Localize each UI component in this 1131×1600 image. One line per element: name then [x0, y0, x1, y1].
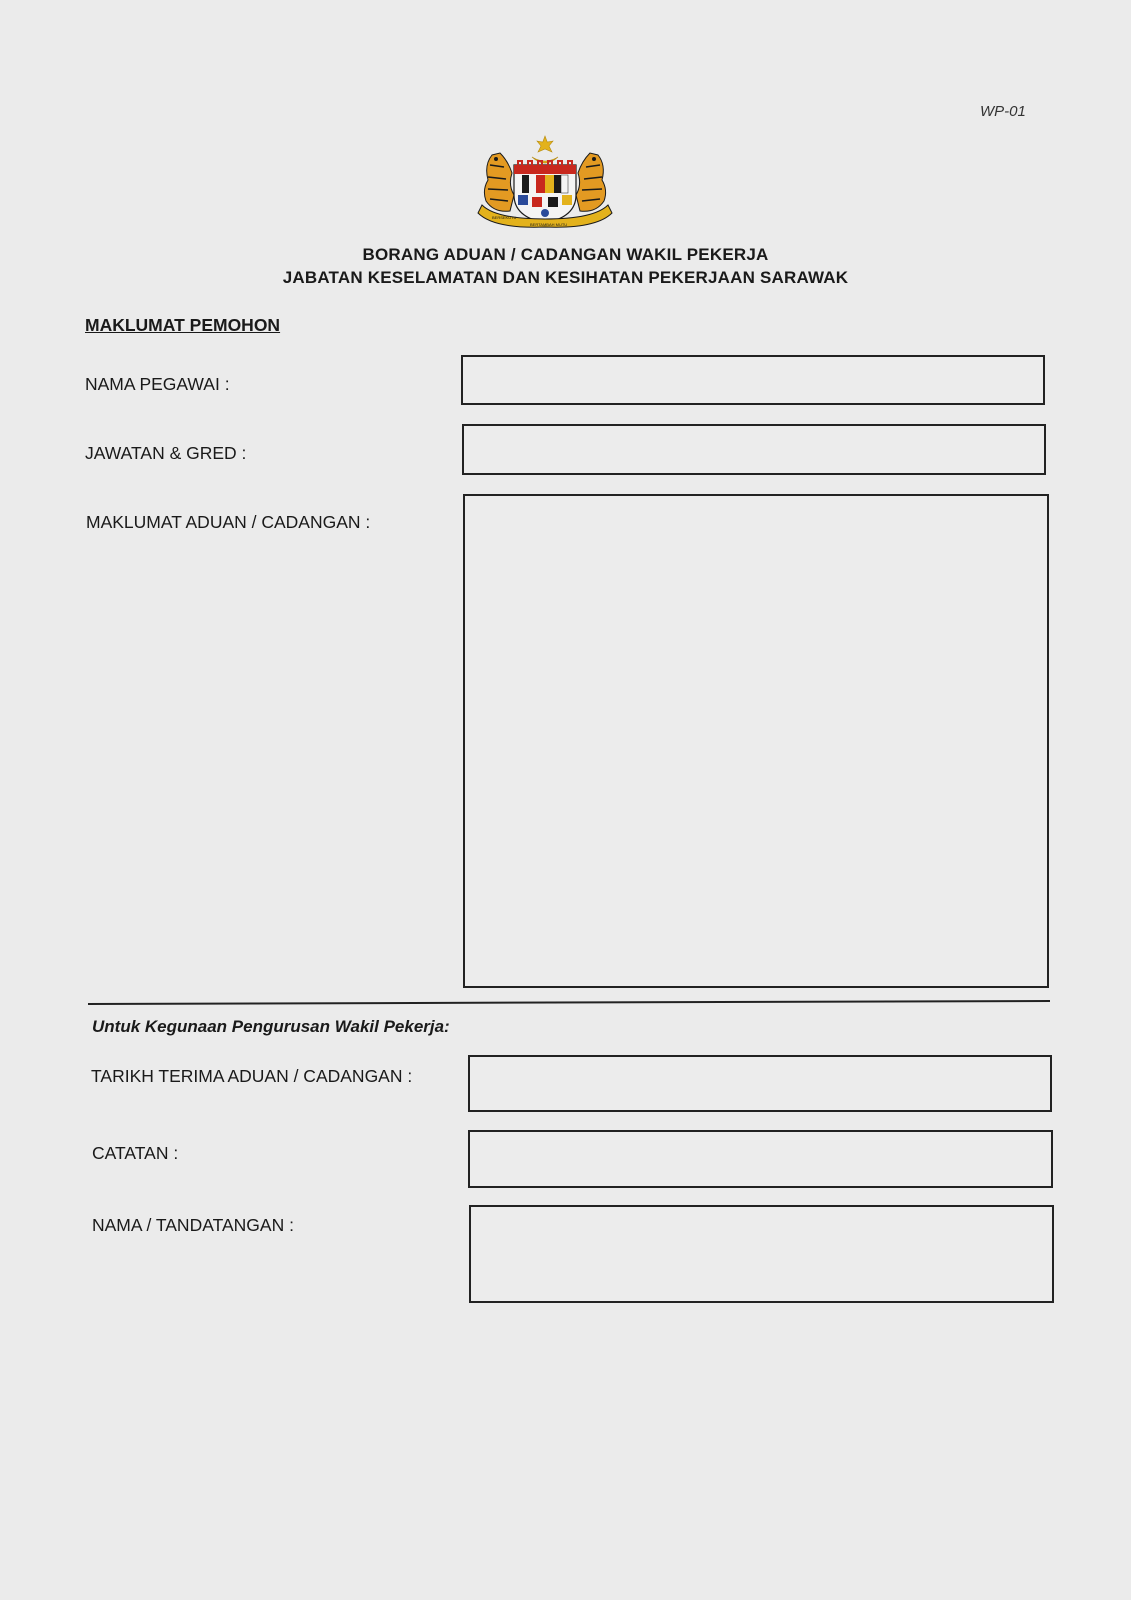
management-section-heading: Untuk Kegunaan Pengurusan Wakil Pekerja: [92, 1017, 450, 1036]
complaint-details-textarea[interactable] [465, 496, 1047, 986]
officer-name-field[interactable] [461, 355, 1045, 405]
federal-star [537, 136, 553, 152]
notes-field[interactable] [468, 1130, 1053, 1188]
name-signature-field[interactable] [469, 1205, 1054, 1303]
position-grade-label: JAWATAN & GRED : [85, 443, 247, 463]
motto-left: BERSEKUTU [492, 215, 517, 220]
date-received-field[interactable] [468, 1055, 1052, 1112]
complaint-details-label: MAKLUMAT ADUAN / CADANGAN : [86, 512, 371, 532]
date-received-label: TARIKH TERIMA ADUAN / CADANGAN : [91, 1066, 413, 1086]
officer-name-label: NAMA PEGAWAI : [85, 374, 230, 394]
form-code: WP-01 [980, 103, 1026, 120]
notes-label: CATATAN : [92, 1143, 179, 1163]
right-tiger [576, 153, 606, 211]
motto-right: BERTAMBAH MUTU [530, 222, 568, 227]
form-title-line1: BORANG ADUAN / CADANGAN WAKIL PEKERJA [362, 245, 769, 264]
shield [514, 161, 576, 223]
left-tiger [484, 153, 514, 211]
name-signature-label: NAMA / TANDATANGAN : [92, 1215, 294, 1235]
position-grade-field[interactable] [462, 424, 1046, 475]
complaint-details-field[interactable] [463, 494, 1049, 988]
position-grade-input[interactable] [464, 426, 1044, 473]
form-title [0, 243, 1131, 289]
form-title-line2: JABATAN KESELAMATAN DAN KESIHATAN PEKERJAAN SARAWAK [282, 268, 849, 287]
officer-name-input[interactable] [463, 357, 1043, 403]
name-signature-textarea[interactable] [471, 1207, 1052, 1301]
malaysia-coat-of-arms-icon [474, 135, 616, 235]
notes-input[interactable] [470, 1132, 1051, 1186]
date-received-input[interactable] [470, 1057, 1050, 1110]
section-divider [88, 1000, 1050, 1005]
applicant-section-heading: MAKLUMAT PEMOHON [85, 315, 281, 335]
